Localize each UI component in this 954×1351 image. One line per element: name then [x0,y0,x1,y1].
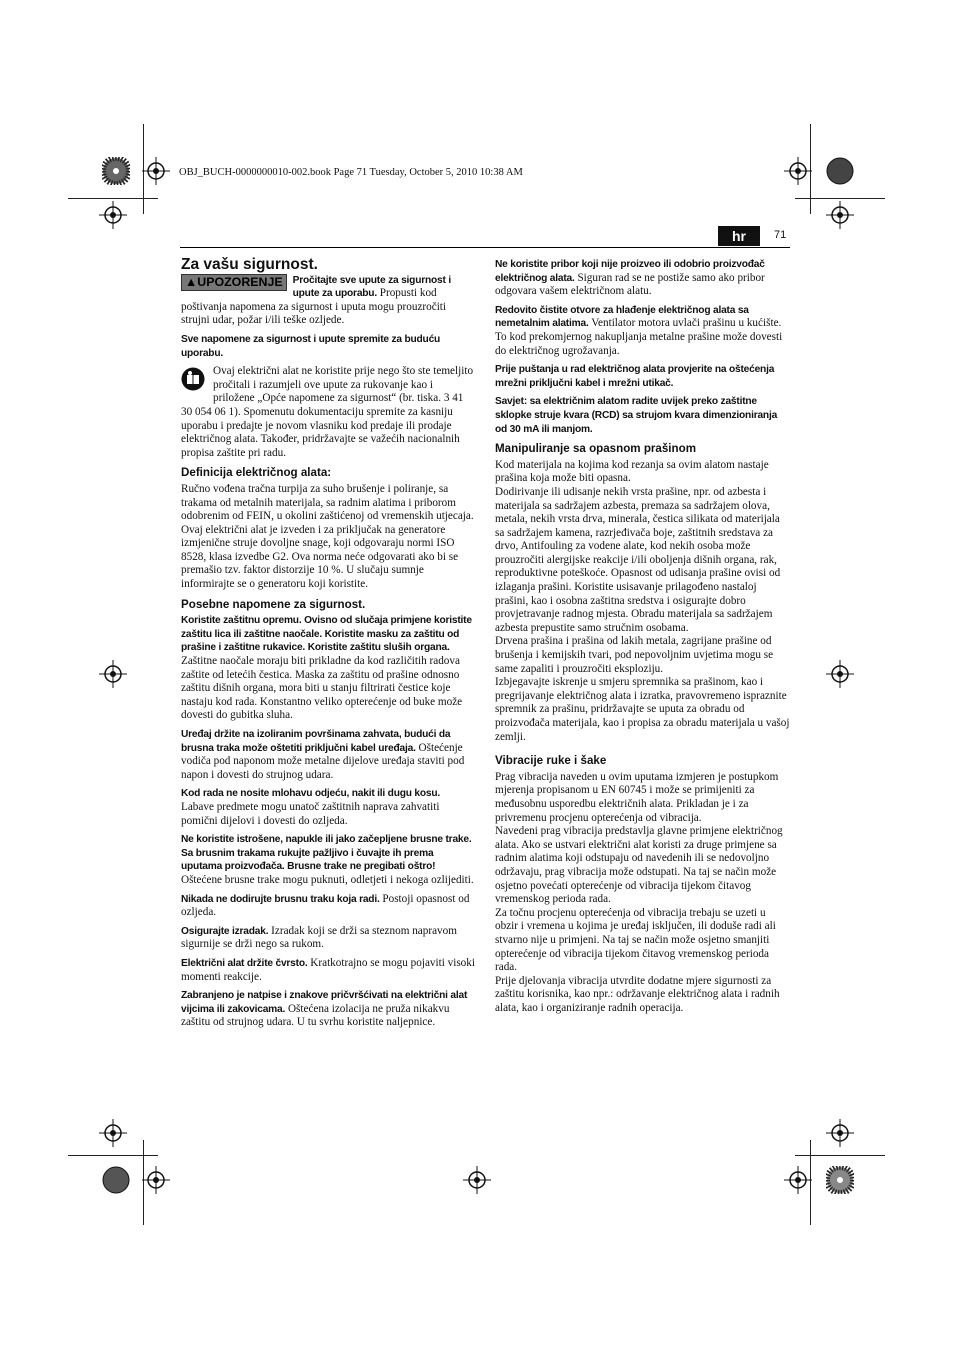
safety-note: Ne koristite pribor koji nije proizveo ili odobrio proizvođač električnog alata. Siguran rad se ne postiže samo ako pribor odgovara vašem električnom alatu. [495,259,765,298]
generator-paragraph: Ovaj električni alat je izveden i za priključak na generatore izmjenične struje dovoljne snage, koji odgovaraju normi ISO 8528, klasa izvedbe G2. Ova norma neće odgovarati ako bi se premašio tzv. faktor distorzije 10 %. U slučaju sumnje informirajte se o generatoru koji koristite. [181,523,459,591]
safety-note: Kod rada ne nosite mlohavu odjeću, nakit ili dugu kosu. Labave predmete mogu unatoč zaštitnih naprava zahvatiti pomični dijelovi i dovesti do ozljeda. [181,788,441,827]
special-notes-heading: Posebne napomene za sigurnost. [181,597,366,611]
registration-crosshair-icon [826,201,854,229]
color-rosette-icon [826,157,854,185]
safety-note: Redovito čistite otvore za hlađenje električnog alata sa nemetalnim alatima. Ventilator motora uvlači prašinu u kućište. To kod prekomjernog nakupljanja metalne prašine može dovesti do električnog ugrožavanja. [495,304,783,357]
registration-crosshair-icon [142,1166,170,1194]
color-rosette-icon [826,1166,854,1194]
registration-crosshair-icon [99,1119,127,1147]
header-rule [180,247,790,248]
crop-mark [795,1155,885,1156]
read-manual-icon [181,367,205,391]
safety-note: Ne koristite istrošene, napukle ili jako začepljene brusne trake. Sa brusnim trakama rukujte pažljivo i čuvajte ih prema uputama proizvođača. Brusne trake ne pregibati oštro! Oštećene brusne trake mogu puknuti, odletjeti i nekoga ozlijediti. [181,834,474,886]
section-title: Za vašu sigurnost. [181,256,318,273]
body-paragraph: Drvena prašina i prašina od lakih metala, zagrijane prašine od brušenja i kemijskih tvari, pod nepovoljnim uvjetima mogu se same zapaliti i prouzročiti eksploziju. [495,635,774,675]
registration-crosshair-icon [142,157,170,185]
definition-heading: Definicija električnog alata: [181,466,332,480]
dust-heading: Manipuliranje sa opasnom prašinom [495,442,696,456]
registration-crosshair-icon [826,660,854,688]
safety-note: Uređaj držite na izoliranim površinama zahvata, budući da brusna traka može oštetiti priključni kabel uređaja. Oštećenje vodiča pod naponom može metalne dijelove uređaja staviti pod napon i dovesti do strujnog udara. [181,729,465,781]
special-notes-list [181,614,475,1030]
read-manual-paragraph: Ovaj električni alat ne koristite prije nego što ste temeljito pročitali i razumjeli ove upute za rukovanje kao i priložene „Opće napomene za sigurnost“ (br. tiska. 3 41 30 054 06 1). Spomenutu dokumentaciju spremite za kasniju uporabu i predajte je novom vlasniku kod predaje ili prodaje električnog alata. Također, pridržavajte se važećih nacionalnih propisa zaštite pri radu. [181,365,474,459]
body-paragraph: Dodirivanje ili udisanje nekih vrsta prašine, npr. od azbesta i materijala sa sadržajem azbesta, premaza sa sadržajem olova, metala, nekih vrsta drva, minerala, čestica silikata od materijala sa sadržajem kamena, razrjeđivača boje, zaštitnih sredstava za drvo, Antifouling za vodene alate, kod nekih osoba može prouzročiti alergijske reakcije i/ili oboljenja dišnih organa, rak, reproduktivne poteškoće. Opasnost od udisanja prašine ovisi od izlaganja prašini. Koristite usisavanje prilagođeno nastaloj prašini, kao i osobna zaštitna sredstva i osigurajte dobro provjetravanje radnog mjesta. Obradu materijala sa sadržajem azbesta prepustite samo stručnim osobama. [495,485,781,634]
safety-note: Nikada ne dodirujte brusnu traku koja radi. Postoji opasnost od ozljeda. [181,892,470,919]
body-paragraph: Navedeni prag vibracija predstavlja glavne primjene električnog alata. Ako se ustvari električni alat koristi za druge primjene sa radnim alatima koji odstupaju od navedenih ili se nedovoljno održavaju, prag vibracija može odstupati. Na taj se način može osjetno povećati opterećenje od vibracija tijekom čitavog vremenskog perioda rada. [495,825,783,906]
registration-crosshair-icon [99,201,127,229]
crop-mark [68,198,158,199]
warning-paragraph: ▲UPOZORENJE Pročitajte sve upute za sigurnost i upute za uporabu. Propusti kod poštivanja napomena za sigurnost i uputa mogu prouzročiti strujni udar, požar i/ili teške ozljede. [181,274,451,327]
safety-note: Savjet: sa električnim alatom radite uvijek preko zaštitne sklopke struje kvara (RCD) sa strujom kvara dimenzioniranja od 30 mA ili manjom. [495,396,778,435]
definition-paragraph: Ručno vođena tračna turpija za suho brušenje i poliranje, sa trakama od metalnih materijala, sa radnim alatima i priborom odobrenim od FEIN, u okolini zaštićenoj od vremenskih utjecaja. [181,482,474,523]
crop-mark [68,1155,158,1156]
file-info: OBJ_BUCH-0000000010-002.book Page 71 Tuesday, October 5, 2010 10:38 AM [179,167,523,178]
warning-triangle-icon: ▲ [185,274,198,289]
color-rosette-icon [102,157,130,185]
registration-crosshair-icon [784,157,812,185]
body-paragraph: Kod materijala na kojima kod rezanja sa ovim alatom nastaje prašina koja može biti opasna. [495,458,769,485]
vibration-heading: Vibracije ruke i šake [495,754,607,768]
safety-notes-list [495,258,790,436]
registration-crosshair-icon [99,660,127,688]
color-rosette-icon [102,1166,130,1194]
crop-mark [795,198,885,199]
body-paragraph: Za točnu procjenu opterećenja od vibracija trebaju se uzeti u obzir i vremena u kojima je uređaj isključen, ili doduše radi ali stvarno nije u primjeni. Na taj se način može osjetno smanjiti opterećenje od vibracija tijekom čitavog vremenskog perioda rada. [495,906,776,974]
page-number: 71 [774,229,787,241]
language-tag: hr [718,226,760,246]
dust-section [495,459,790,744]
body-paragraph: Prag vibracija naveden u ovim uputama izmjeren je postupkom mjerenja propisanom u EN 60745 i može se primijeniti za međusobnu usporedbu električnih alata. Prikladan je i za privremenu procjenu opterećenja od vibracija. [495,770,779,824]
right-column [495,258,790,1015]
registration-crosshair-icon [784,1166,812,1194]
left-column [181,258,475,1035]
safety-note: Koristite zaštitnu opremu. Ovisno od slučaja primjene koristite zaštitu lica ili zaštitne naočale. Koristite masku za zaštitu od prašine i zaštitne rukavice. Koristite zaštitu sluših organa. Zaštitne naočale moraju biti prikladne da kod različitih radova zaštite od letećih čestica. Maska za zaštitu od prašine odnosno zaštitu dišnih organa, mora biti u stanju filtrirati čestice koje nastaju kod rada. Konstantno veliko opterećenje od buke može dovesti do gubitka sluha. [181,615,472,722]
safety-note: Zabranjeno je natpise i znakove pričvršćivati na električni alat vijcima ili zakovicama. Oštećena izolacija ne pruža nikakvu zaštitu od strujnog udara. U tu svrhu koristite naljepnice. [181,990,468,1029]
keep-instructions: Sve napomene za sigurnost i upute spremite za buduću uporabu. [181,333,441,359]
warning-badge: ▲UPOZORENJE [181,274,287,292]
body-paragraph: Izbjegavajte iskrenje u smjeru spremnika sa prašinom, kao i pregrijavanje električnog alata i izratka, pravovremeno ispraznite spremnik za prašinu, pridržavajte se uputa za obradu od proizvođača materijala, kao i propisa za obradu materijala u vašoj zemlji. [495,676,790,743]
registration-crosshair-icon [463,1166,491,1194]
body-paragraph: Prije djelovanja vibracija utvrdite dodatne mjere sigurnosti za zaštitu korisnika, kao npr.: održavanje električnog alata i radnih alata, kao i organiziranje radnih operacija. [495,974,780,1014]
safety-note: Osigurajte izradak. Izradak koji se drži sa steznom napravom sigurnije se drži nego sa rukom. [181,924,457,951]
safety-note: Prije puštanja u rad električnog alata provjerite na oštećenja mrežni priključni kabel i mrežni utikač. [495,364,775,389]
registration-crosshair-icon [826,1119,854,1147]
vibration-section [495,771,790,1016]
safety-note: Električni alat držite čvrsto. Kratkotrajno se mogu pojaviti visoki momenti reakcije. [181,956,475,983]
